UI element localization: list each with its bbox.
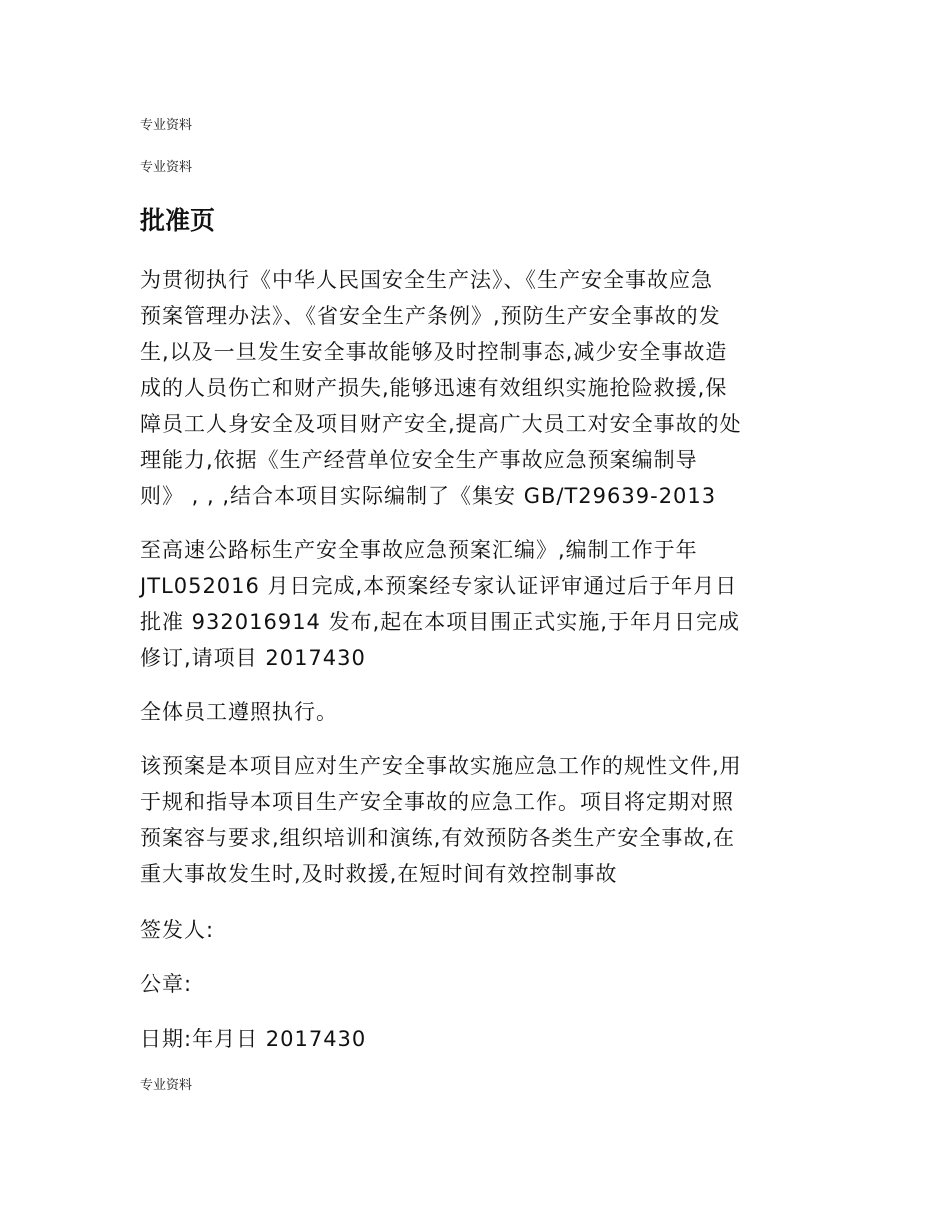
text-line: 为贯彻执行《中华人民国安全生产法》、《生产安全事故应急 (140, 268, 713, 292)
seal-label: 公章: (140, 972, 193, 996)
text-line: 于规和指导本项目生产安全事故的应急工作。项目将定期对照 (140, 790, 734, 814)
text-line: JTL052016 月日完成,本预案经专家认证评审通过后于年月日 (140, 574, 738, 598)
paragraph-compliance (140, 694, 820, 730)
footer-label: 专业资料 (140, 1078, 193, 1093)
text-line: 全体员工遵照执行。 (140, 700, 338, 724)
text-line: 预案容与要求,组织培训和演练,有效预防各类生产安全事故,在 (140, 826, 736, 850)
text-line: 生,以及一旦发生安全事故能够及时控制事态,减少安全事故造 (140, 340, 728, 364)
text-line: 批准 932016914 发布,起在本项目围正式实施,于年月日完成 (140, 610, 740, 634)
text-line: 成的人员伤亡和财产损失,能够迅速有效组织实施抢险救援,保 (140, 376, 728, 400)
paragraph-intro (140, 262, 820, 514)
paragraph-purpose (140, 748, 820, 892)
text-line: 重大事故发生时,及时救援,在短时间有效控制事故 (140, 862, 618, 886)
header-label-1: 专业资料 (140, 118, 193, 133)
seal-field (140, 966, 820, 1002)
signer-label: 签发人: (140, 918, 215, 942)
page-title: 批准页 (140, 206, 216, 235)
text-line: 则》 , , ,结合本项目实际编制了《集安 GB/T29639-2013 (140, 484, 717, 508)
text-line: 该预案是本项目应对生产安全事故实施应急工作的规性文件,用 (140, 754, 742, 778)
paragraph-compilation (140, 532, 820, 676)
date-field (140, 1021, 820, 1057)
text-line: 至高速公路标生产安全事故应急预案汇编》,编制工作于年 (140, 538, 698, 562)
date-label: 日期:年月日 2017430 (140, 1027, 367, 1051)
signer-field (140, 912, 820, 948)
text-line: 障员工人身安全及项目财产安全,提高广大员工对安全事故的处 (140, 412, 742, 436)
header-label-2: 专业资料 (140, 160, 193, 175)
text-line: 预案管理办法》、《省安全生产条例》,预防生产安全事故的发 (140, 304, 721, 328)
text-line: 修订,请项目 2017430 (140, 646, 366, 670)
text-line: 理能力,依据《生产经营单位安全生产事故应急预案编制导 (140, 448, 698, 472)
